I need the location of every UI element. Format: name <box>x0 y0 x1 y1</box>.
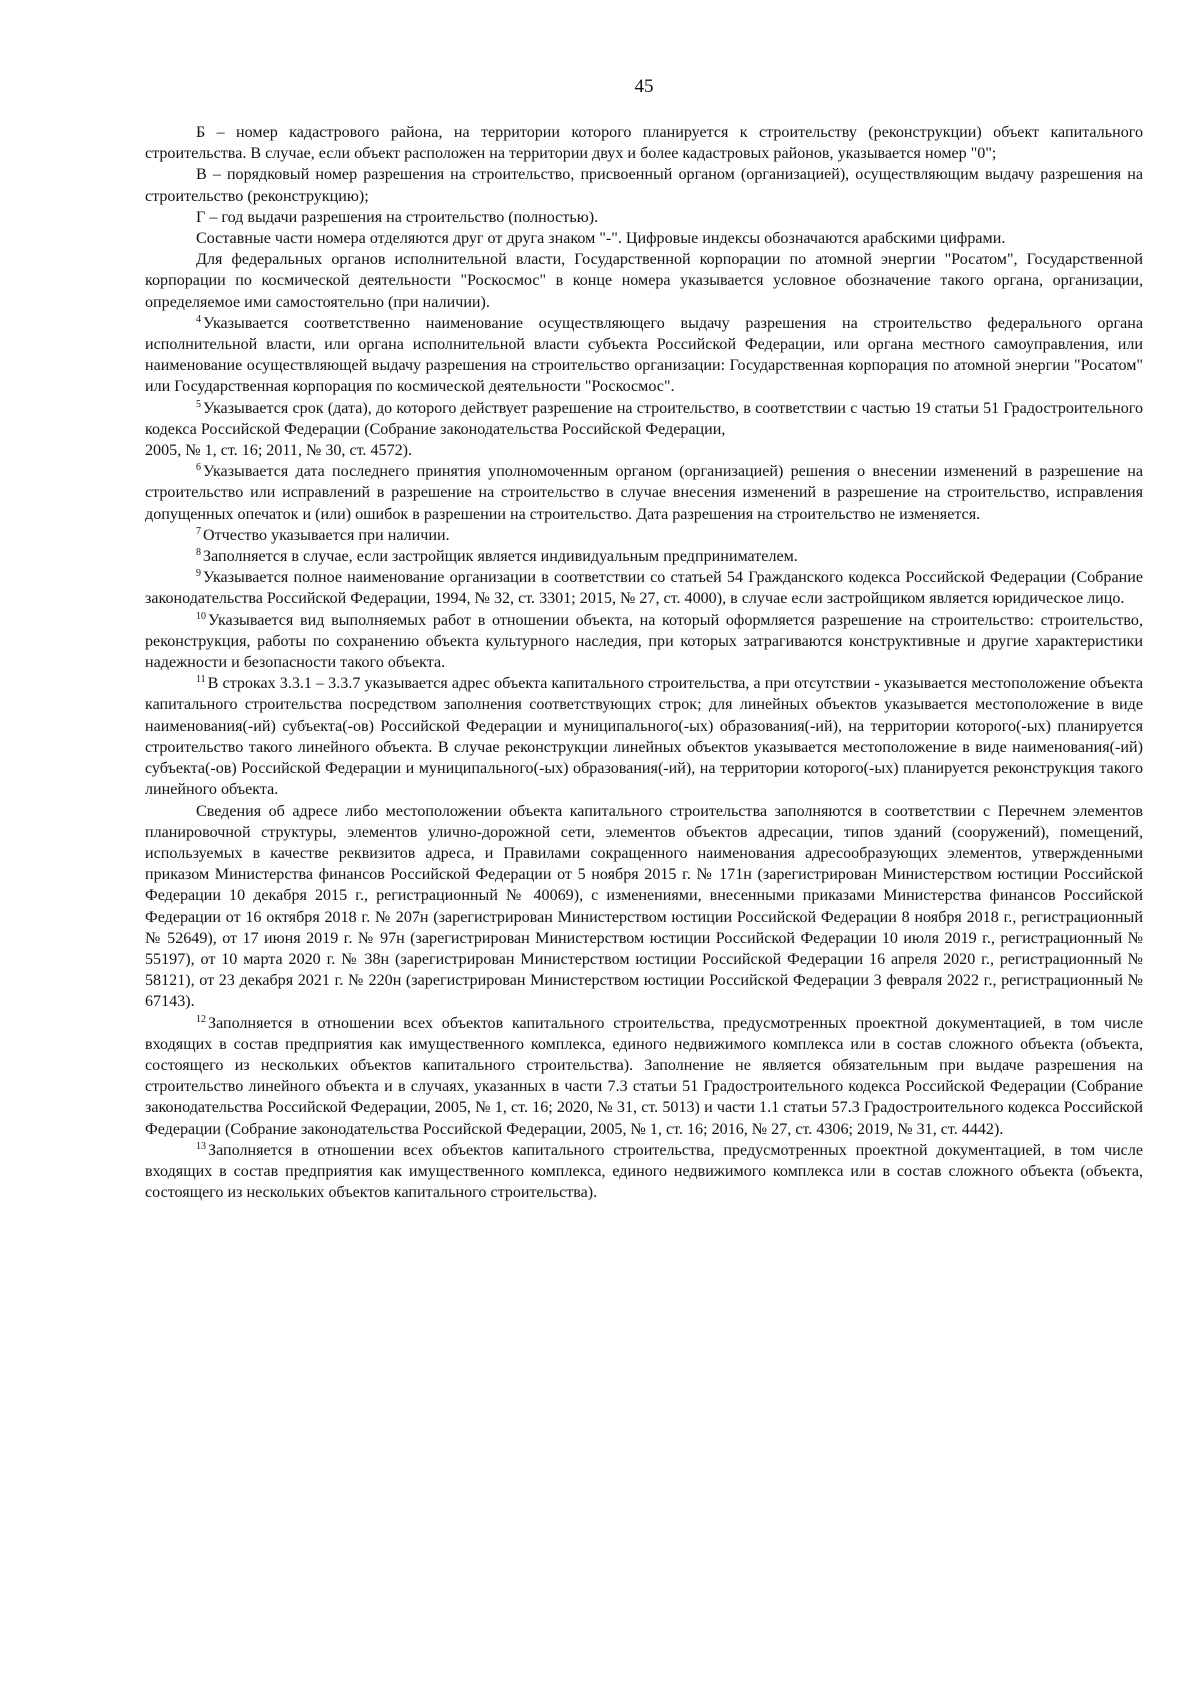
paragraph-text: Заполняется в отношении всех объектов капитального строительства, предусмотренных проектной документацией, в том числе входящих в состав предприятия как имущественного комплекса, единого недвижимого комплекса или в состав сложного объекта (объекта, состоящего из нескольких объектов капитального строительства). Заполнение не является обязательным при выдаче разрешения на строительство линейного объекта и в случаях, указанных в части 7.3 статьи 51 Градостроительного кодекса Российской Федерации (Собрание законодательства Российской Федерации, 2005, № 1, ст. 16; 2020, № 31, ст. 5013) и части 1.1 статьи 57.3 Градостроительного кодекса Российской Федерации (Собрание законодательства Российской Федерации, 2005, № 1, ст. 16; 2016, № 27, ст. 4306; 2019, № 31, ст. 4442). <box>145 1014 1143 1138</box>
footnote-marker: 11 <box>196 674 206 686</box>
footnote-paragraph <box>145 1140 1143 1204</box>
paragraph-text: Составные части номера отделяются друг от друга знаком "-". Цифровые индексы обозначаются арабскими цифрами. <box>196 230 1006 248</box>
body-paragraph <box>145 122 1143 164</box>
paragraph-text: В – порядковый номер разрешения на строительство, присвоенный органом (организацией), осуществляющим выдачу разрешения на строительство (реконструкцию); <box>145 166 1143 205</box>
paragraph-text: Указывается дата последнего принятия уполномоченным органом (организацией) решения о внесении изменений в разрешение на строительство или исправлений в разрешение на строительство в случае внесения изменений в разрешение на строительство, исправления допущенных опечаток и (или) ошибок в разрешении на строительство. Дата разрешения на строительство не изменяется. <box>145 463 1143 523</box>
body-paragraph <box>145 801 1143 1013</box>
footnote-paragraph <box>145 461 1143 525</box>
body-paragraph <box>145 207 1143 228</box>
footnote-marker: 12 <box>196 1013 206 1025</box>
body-paragraph <box>145 164 1143 206</box>
footnote-marker: 4 <box>196 313 201 325</box>
footnote-marker: 6 <box>196 462 201 474</box>
footnote-paragraph <box>145 546 1143 567</box>
footnote-paragraph <box>145 398 1143 440</box>
paragraph-text: 2005, № 1, ст. 16; 2011, № 30, ст. 4572). <box>145 442 413 460</box>
footnote-marker: 9 <box>196 568 201 580</box>
footnote-marker: 8 <box>196 547 201 559</box>
paragraph-text: Указывается срок (дата), до которого действует разрешение на строительство, в соответствии с частью 19 статьи 51 Градостроительного кодекса Российской Федерации (Собрание законодательства Российской Федерации, <box>145 399 1143 438</box>
footnote-paragraph <box>145 525 1143 546</box>
paragraph-text: Указывается полное наименование организации в соответствии со статьей 54 Гражданского кодекса Российской Федерации (Собрание законодательства Российской Федерации, 1994, № 32, ст. 3301; 2015, № 27, ст. 4000), в случае если застройщиком является юридическое лицо. <box>145 569 1143 608</box>
paragraph-text: Указывается соответственно наименование осуществляющего выдачу разрешения на строительство федерального органа исполнительной власти, или органа исполнительной власти субъекта Российской Федерации, или органа местного самоуправления, или наименование осуществляющей выдачу разрешения на строительство организации: Государственная корпорация по атомной энергии "Росатом" или Государственная корпорация по космической деятельности "Роскосмос". <box>145 314 1143 396</box>
paragraph-text: Указывается вид выполняемых работ в отношении объекта, на который оформляется разрешение на строительство: строительство, реконструкция, работы по сохранению объекта культурного наследия, при которых затрагиваются конструктивные и другие характеристики надежности и безопасности такого объекта. <box>145 611 1143 672</box>
footnote-marker: 10 <box>196 610 206 622</box>
footnote-paragraph <box>145 610 1143 674</box>
body-paragraph <box>145 249 1143 313</box>
footnote-paragraph <box>145 567 1143 609</box>
footnote-paragraph <box>145 313 1143 398</box>
paragraph-text: Б – номер кадастрового района, на территории которого планируется к строительству (реконструкции) объект капитального строительства. В случае, если объект расположен на территории двух и более кадастровых районов, указывается номер "0"; <box>145 124 1143 163</box>
paragraph-text: Сведения об адресе либо местоположении объекта капитального строительства заполняются в соответствии с Перечнем элементов планировочной структуры, элементов улично-дорожной сети, элементов объектов адресации, типов зданий (сооружений), помещений, используемых в качестве реквизитов адреса, и Правилами сокращенного наименования адресообразующих элементов, утвержденными приказом Министерства финансов Российской Федерации от 5 ноября 2015 г. № 171н (зарегистрирован Министерством юстиции Российской Федерации 10 декабря 2015 г., регистрационный № 40069), с изменениями, внесенными приказами Министерства финансов Российской Федерации от 16 октября 2018 г. № 207н (зарегистрирован Министерством юстиции Российской Федерации 8 ноября 2018 г., регистрационный № 52649), от 17 июня 2019 г. № 97н (зарегистрирован Министерством юстиции Российской Федерации 10 июля 2019 г., регистрационный № 55197), от 10 марта 2020 г. № 38н (зарегистрирован Министерством юстиции Российской Федерации 16 апреля 2020 г., регистрационный № 58121), от 23 декабря 2021 г. № 220н (зарегистрирован Министерством юстиции Российской Федерации 3 февраля 2022 г., регистрационный № 67143). <box>145 802 1143 1011</box>
paragraph-text: Г – год выдачи разрешения на строительство (полностью). <box>196 208 599 226</box>
footnote-paragraph <box>145 1013 1143 1140</box>
footnote-paragraph <box>145 673 1143 800</box>
document-body <box>145 122 1143 1203</box>
footnote-marker: 7 <box>196 525 201 537</box>
paragraph-text: В строках 3.3.1 – 3.3.7 указывается адрес объекта капитального строительства, а при отсутствии - указывается местоположение объекта капитального строительства посредством заполнения соответствующих строк; для линейных объектов указывается местоположение в виде наименования(-ий) субъекта(-ов) Российской Федерации и муниципального(-ых) образования(-ий), на территории которого(-ых) планируется строительство такого линейного объекта. В случае реконструкции линейных объектов указывается местоположение в виде наименования(-ий) субъекта(-ов) Российской Федерации и муниципального(-ых) образования(-ий), на территории которого(-ых) планируется реконструкция такого линейного объекта. <box>145 675 1143 799</box>
body-paragraph <box>145 228 1143 249</box>
paragraph-text: Отчество указывается при наличии. <box>203 526 450 544</box>
footnote-marker: 13 <box>196 1140 206 1152</box>
footnote-marker: 5 <box>196 398 201 410</box>
paragraph-text: Для федеральных органов исполнительной власти, Государственной корпорации по атомной энергии "Росатом", Государственной корпорации по космической деятельности "Роскосмос" в конце номера указывается условное обозначение такого органа, организации, определяемое ими самостоятельно (при наличии). <box>145 251 1143 311</box>
paragraph-text: Заполняется в отношении всех объектов капитального строительства, предусмотренных проектной документацией, в том числе входящих в состав предприятия как имущественного комплекса, единого недвижимого комплекса или в состав сложного объекта (объекта, состоящего из нескольких объектов капитального строительства). <box>145 1141 1143 1202</box>
body-paragraph <box>145 440 1143 461</box>
paragraph-text: Заполняется в случае, если застройщик является индивидуальным предпринимателем. <box>203 548 798 566</box>
page-number: 45 <box>634 76 654 97</box>
